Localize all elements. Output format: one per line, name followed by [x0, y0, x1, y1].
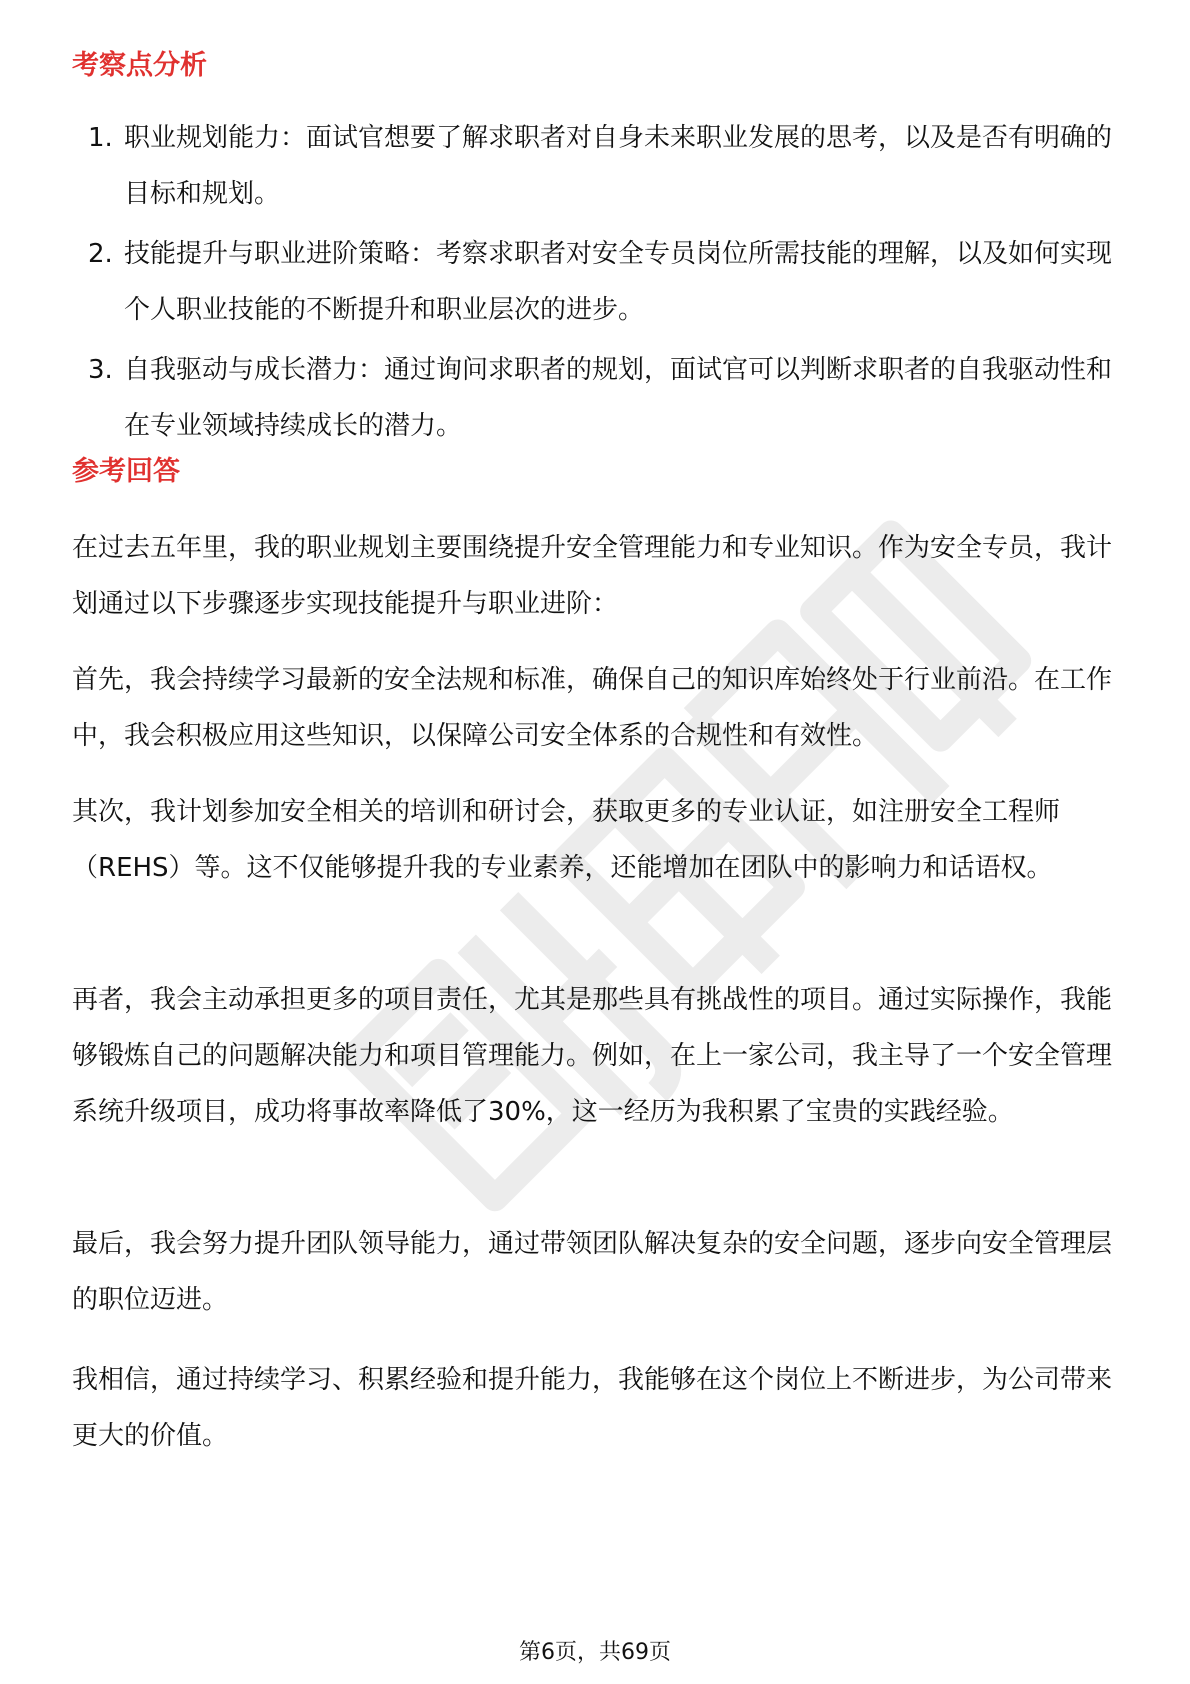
list-item-number: 1. — [88, 123, 113, 153]
page-number: 第6页，共69页 — [519, 1640, 671, 1665]
answer-paragraph: 最后，我会努力提升团队领导能力，通过带领团队解决复杂的安全问题，逐步向安全管理层的职位迈进。 — [72, 1229, 1113, 1315]
list-item-text: 自我驱动与成长潜力：通过询问求职者的规划，面试官可以判断求职者的自我驱动性和在专业领域持续成长的潜力。 — [124, 355, 1113, 441]
analysis-list — [72, 110, 1122, 458]
list-item — [72, 226, 1122, 338]
analysis-heading: 考察点分析 — [72, 50, 207, 81]
list-item — [72, 110, 1122, 222]
list-item-text: 职业规划能力：面试官想要了解求职者对自身未来职业发展的思考，以及是否有明确的目标和规划。 — [124, 123, 1113, 209]
list-item-text: 技能提升与职业进阶策略：考察求职者对安全专员岗位所需技能的理解，以及如何实现个人职业技能的不断提升和职业层次的进步。 — [124, 239, 1113, 325]
answer-paragraph: 首先，我会持续学习最新的安全法规和标准，确保自己的知识库始终处于行业前沿。在工作中，我会积极应用这些知识，以保障公司安全体系的合规性和有效性。 — [72, 665, 1113, 751]
answer-heading: 参考回答 — [72, 456, 180, 487]
list-item — [72, 342, 1122, 454]
answer-paragraph: 在过去五年里，我的职业规划主要围绕提升安全管理能力和专业知识。作为安全专员，我计划通过以下步骤逐步实现技能提升与职业进阶： — [72, 533, 1113, 619]
answer-paragraph: 我相信，通过持续学习、积累经验和提升能力，我能够在这个岗位上不断进步，为公司带来更大的价值。 — [72, 1365, 1113, 1451]
list-item-number: 3. — [88, 355, 113, 385]
answer-paragraph: 其次，我计划参加安全相关的培训和研讨会，获取更多的专业认证，如注册安全工程师（REHS）等。这不仅能够提升我的专业素养，还能增加在团队中的影响力和话语权。 — [72, 797, 1061, 883]
answer-paragraph: 再者，我会主动承担更多的项目责任，尤其是那些具有挑战性的项目。通过实际操作，我能够锻炼自己的问题解决能力和项目管理能力。例如，在上一家公司，我主导了一个安全管理系统升级项目，成功将事故率降低了30%，这一经历为我积累了宝贵的实践经验。 — [72, 985, 1113, 1127]
list-item-number: 2. — [88, 239, 113, 269]
